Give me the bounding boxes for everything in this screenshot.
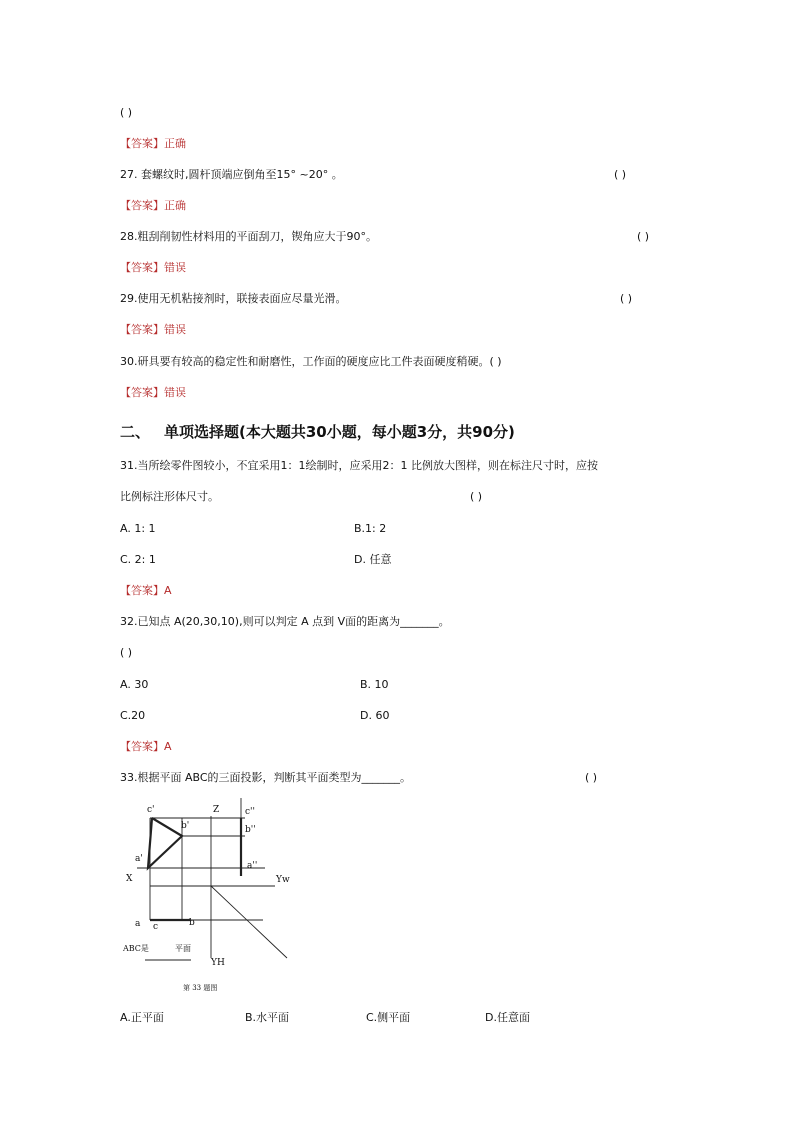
- option-c: C.20: [120, 709, 146, 722]
- option-a: A.正平面: [120, 1011, 164, 1024]
- label-c2: c'': [245, 807, 255, 817]
- label-abc: ABC是: [123, 944, 149, 953]
- answer-paren: ( ): [620, 292, 633, 305]
- option-d: D.任意面: [485, 1011, 530, 1024]
- answer-paren: ( ): [637, 230, 650, 243]
- option-b: B.1: 2: [354, 522, 387, 535]
- question-32: 32.已知点 A(20,30,10),则可以判定 A 点到 V面的距离为_______。: [120, 615, 450, 628]
- answer-paren: ( ): [120, 646, 133, 659]
- answer-label: 【答案】A: [120, 740, 172, 753]
- option-d: D. 60: [360, 709, 390, 722]
- option-c: C.侧平面: [366, 1011, 411, 1024]
- label-a: a: [135, 919, 141, 929]
- answer-label: 【答案】错误: [120, 386, 186, 399]
- answer-paren: ( ): [120, 106, 133, 119]
- question-30: 30.研具要有较高的稳定性和耐磨性，工作面的硬度应比工件表面硬度稍硬。( ): [120, 355, 502, 368]
- label-yh: YH: [211, 958, 225, 968]
- label-a2: a'': [247, 861, 258, 871]
- option-d: D. 任意: [354, 553, 392, 566]
- label-z: Z: [213, 805, 220, 815]
- question-31: 31.当所绘零件图较小，不宜采用1：1绘制时，应采用2：1 比例放大图样，则在标注尺寸时，应按: [120, 459, 598, 472]
- label-b2: b'': [245, 825, 256, 835]
- figure-caption: 第 33 题图: [183, 984, 218, 992]
- question-31-line2: 比例标注形体尺寸。: [120, 490, 219, 503]
- label-b1: b': [181, 821, 190, 831]
- answer-label: 【答案】正确: [120, 199, 186, 212]
- option-c: C. 2: 1: [120, 553, 156, 566]
- option-b: B.水平面: [245, 1011, 290, 1024]
- section-number: 二、: [120, 423, 151, 441]
- question-28: 28.粗刮削韧性材料用的平面刮刀，锲角应大于90°。: [120, 230, 377, 243]
- label-c: c: [153, 922, 159, 932]
- question-27: 27. 套螺纹时,圆杆顶端应倒角至15° ~20° 。: [120, 168, 343, 181]
- label-yw: Yw: [276, 875, 290, 885]
- section-heading: [120, 421, 515, 442]
- answer-label: 【答案】A: [120, 584, 172, 597]
- answer-label: 【答案】错误: [120, 261, 186, 274]
- label-c1: c': [147, 805, 155, 815]
- option-b: B. 10: [360, 678, 389, 691]
- label-x: X: [126, 874, 133, 884]
- option-a: A. 30: [120, 678, 149, 691]
- label-plane: 平面: [175, 944, 191, 953]
- answer-label: 【答案】正确: [120, 137, 186, 150]
- section-title: 单项选择题(本大题共30小题，每小题3分，共90分): [164, 423, 515, 441]
- label-a1: a': [135, 854, 143, 864]
- answer-paren: ( ): [470, 490, 483, 503]
- option-a: A. 1: 1: [120, 522, 156, 535]
- question-29: 29.使用无机粘接剂时，联接表面应尽量光滑。: [120, 292, 347, 305]
- answer-label: 【答案】错误: [120, 323, 186, 336]
- answer-paren: ( ): [614, 168, 627, 181]
- label-b: b: [189, 918, 195, 928]
- question-33: 33.根据平面 ABC的三面投影，判断其平面类型为_______。: [120, 771, 412, 784]
- front-view-triangle: [148, 818, 182, 868]
- projection-figure: [115, 798, 295, 998]
- miter-line: [211, 886, 287, 958]
- answer-paren: ( ): [585, 771, 598, 784]
